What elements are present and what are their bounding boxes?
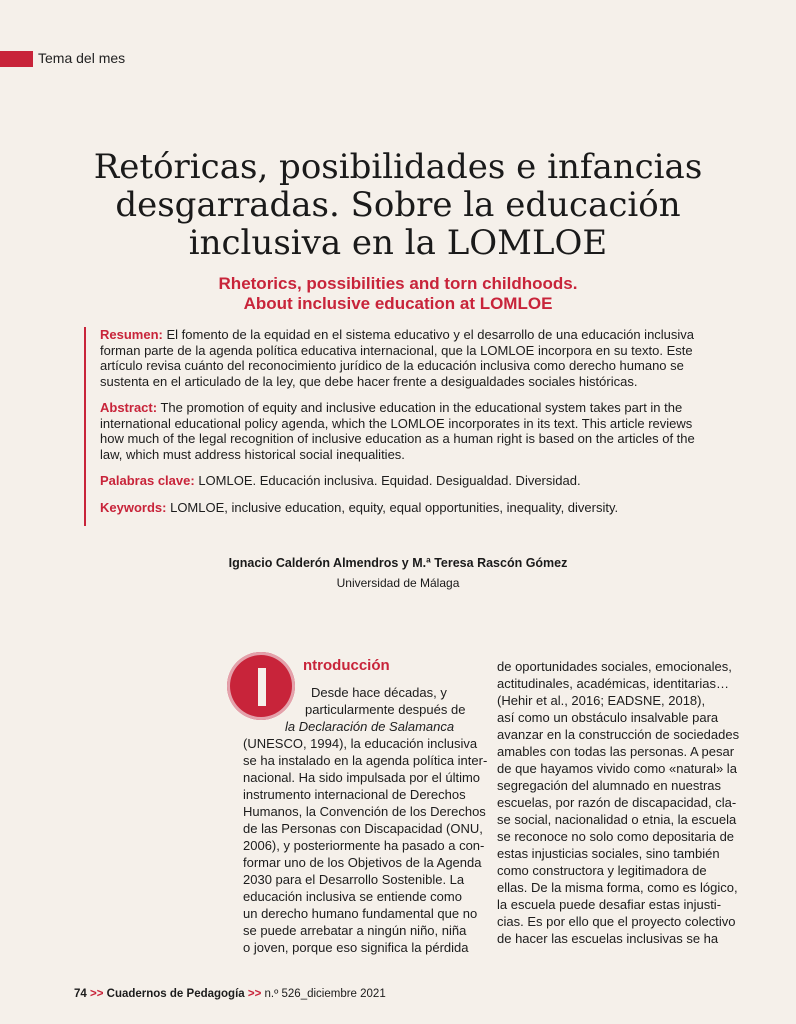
body-line: estas injusticias sociales, sino también [497,846,720,861]
body-line: así como un obstáculo insalvable para [497,710,719,725]
body-line: como constructora y legitimadora de [497,863,707,878]
title-line: Retóricas, posibilidades e infancias [93,147,703,187]
body-line: de que hayamos vivido como «natural» la [497,761,737,776]
abstract-box [84,327,712,526]
body-line: actitudinales, académicas, identitarias… [497,676,729,691]
body-line: o joven, porque eso significa la pérdida [243,940,469,955]
palabras-paragraph [100,473,712,489]
body-line: cias. Es por ello que el proyecto colectivo [497,914,736,929]
body-line: la escuela puede desafiar estas injusti- [497,897,722,912]
body-line: la Declaración de Salamanca [285,719,455,734]
body-line: de las Personas con Discapacidad (ONU, [243,821,483,836]
abstract-text: The promotion of equity and inclusive education in the educational system takes part in the international educational policy agenda, which the LOMLOE incorporates in its text. This article reviews how much of the legal recognition of inclusive education as a human right is based on the articles of the law, which must address historical social inequalities. [100,400,695,462]
keywords-text: LOMLOE, inclusive education, equity, equal opportunities, inequality, diversity. [170,499,619,515]
resumen-text: El fomento de la equidad en el sistema educativo y el desarrollo de una educación inclusiva forman parte de la agenda política educativa internacional, que la LOMLOE incorpora en su texto. Este artículo revisa cuánto del reconocimiento jurídico de la educación inclusiva como derecho humano se sustenta en el articulado de la ley, que debe hacer frente a desigualdades sociales históricas. [100,327,695,389]
page-number: 74 [74,988,87,1000]
body-line: ellas. De la misma forma, como es lógico, [497,880,738,895]
body-line: 2006), y posteriormente ha pasado a con- [243,838,485,853]
abstract-paragraph [100,400,712,462]
body-line: de oportunidades sociales, emocionales, [497,659,732,674]
journal-name: Cuadernos de Pedagogía [106,988,245,1000]
title-line: inclusiva en la LOMLOE [188,223,608,263]
body-line: amables con todas las personas. A pesar [497,744,735,759]
english-title-line: About inclusive education at LOMLOE [243,294,553,313]
palabras-text: LOMLOE. Educación inclusiva. Equidad. Desigualdad. Diversidad. [198,473,581,488]
intro-heading: ntroducción [303,657,390,674]
abstract-label: Abstract: [100,400,158,415]
body-line: formar uno de los Objetivos de la Agenda [243,855,482,870]
resumen-label: Resumen: [100,327,163,342]
body-line: un derecho humano fundamental que no [243,906,478,921]
body-column-2 [497,658,747,947]
footer-arrow: >> [247,988,262,1000]
body-line: nacional. Ha sido impulsada por el último [243,770,481,785]
palabras-label: Palabras clave: [100,473,195,488]
keywords-paragraph [100,500,712,516]
body-line: educación inclusiva se entiende como [243,889,462,904]
body-line: Desde hace décadas, y [311,685,447,700]
footer-arrow: >> [90,988,104,1000]
keywords-label: Keywords: [100,499,167,515]
body-line: se puede arrebatar a ningún niño, niña [243,923,467,938]
body-line: se ha instalado en la agenda política inter- [243,753,488,768]
section-marker-bar [0,51,33,67]
body-line: particularmente después de [305,702,466,717]
body-line: Humanos, la Convención de los Derechos [243,804,486,819]
english-title [60,274,736,314]
body-line: se reconoce no solo como depositaria de [497,829,735,844]
body-line: 2030 para el Desarrollo Sostenible. La [243,872,465,887]
body-line: (Hehir et al., 2016; EADSNE, 2018), [497,693,706,708]
section-label: Tema del mes [38,50,126,66]
title-line: desgarradas. Sobre la educación [115,185,681,225]
body-line: de hacer las escuelas inclusivas se ha [497,931,719,946]
body-line: segregación del alumnado en nuestras [497,778,722,793]
resumen-paragraph [100,327,712,389]
body-column-1 [243,684,488,956]
author-affiliation: Universidad de Málaga [336,576,460,590]
issue-info: n.º 526_diciembre 2021 [264,988,386,1000]
english-title-line: Rhetorics, possibilities and torn childhoods. [218,274,578,293]
body-line: instrumento internacional de Derechos [243,787,466,802]
body-line: avanzar en la construcción de sociedades [497,727,740,742]
body-line: se social, nacionalidad o etnia, la escuela [497,812,737,827]
body-line: escuelas, por razón de discapacidad, cla- [497,795,737,810]
page-footer [74,988,386,1000]
author-names: Ignacio Calderón Almendros y M.ª Teresa Rascón Gómez [228,556,568,570]
article-title [60,148,736,262]
body-line: (UNESCO, 1994), la educación inclusiva [243,736,478,751]
